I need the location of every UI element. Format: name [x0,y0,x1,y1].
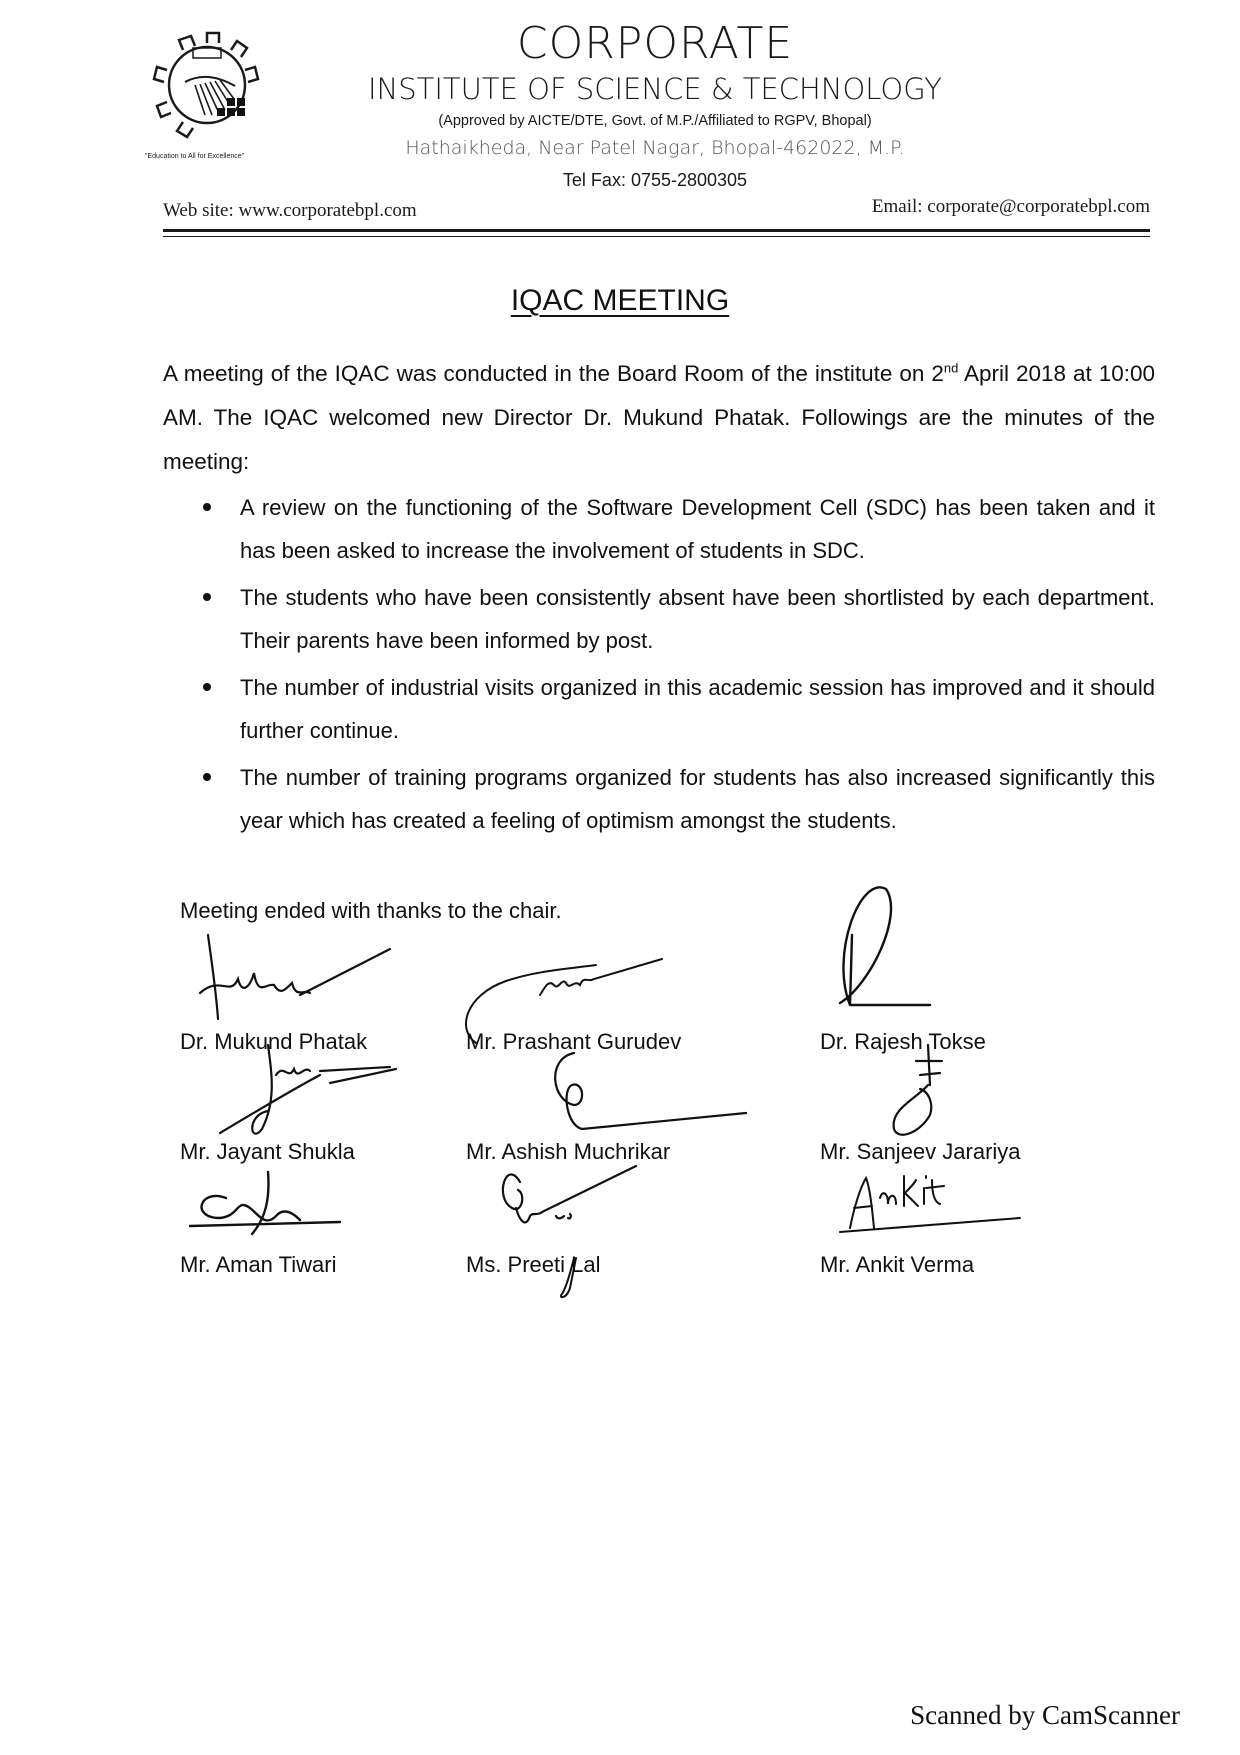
email-line: Email: corporate@corporatebpl.com [871,196,1150,217]
document-title: IQAC MEETING [510,284,730,317]
scanner-watermark: Scanned by CamScanner [910,1700,1180,1730]
signatory-name: Mr. Ashish Muchrikar [466,1139,671,1164]
letterhead-divider-thin [163,236,1150,237]
organization-subtitle: INSTITUTE OF SCIENCE & TECHNOLOGY [368,72,942,106]
signature-icon [466,1158,726,1308]
signature-block-jarariya [820,1045,1080,1165]
minutes-list [203,486,1155,846]
list-item-text: The number of training programs organized for students has also increased significantly this year which has created a feeling of optimism amongst the students. [240,765,1155,833]
signature-block-muchrikar [466,1045,726,1165]
institute-logo [145,30,290,160]
bullet-icon [203,683,211,691]
letterhead-divider-thick [163,229,1150,232]
signatory-name: Ms. Preeti Lal [466,1252,601,1277]
address-line: Hathaikheda, Near Patel Nagar, Bhopal-462022, M.P. [405,137,905,159]
signature-block-phatak [180,935,440,1055]
list-item-text: A review on the functioning of the Software Development Cell (SDC) has been taken and it has been asked to increase the involvement of students in SDC. [240,495,1155,563]
intro-text-end: April 2018 at 10:00 AM. The IQAC welcomed new Director Dr. Mukund Phatak. Followings are the minutes of the meeting: [163,361,1155,474]
signature-block-tiwari [180,1158,440,1278]
organization-name: CORPORATE [516,18,794,69]
signature-block-tokse [820,875,1080,1055]
list-item [203,756,1155,842]
signatory-name: Dr. Rajesh Tokse [820,1029,986,1054]
signature-icon [820,875,1080,1055]
website-line: Web site: www.corporatebpl.com [163,200,417,221]
list-item-text: The students who have been consistently absent have been shortlisted by each department. Their parents have been informed by post. [240,585,1155,653]
signatory-name: Dr. Mukund Phatak [180,1029,368,1054]
bullet-icon [203,593,211,601]
gear-logo-icon [145,30,290,160]
signatory-name: Mr. Aman Tiwari [180,1252,337,1277]
list-item [203,666,1155,752]
approval-line: (Approved by AICTE/DTE, Govt. of M.P./Affiliated to RGPV, Bhopal) [438,113,872,129]
signatory-name: Mr. Sanjeev Jarariya [820,1139,1021,1164]
signature-block-verma [820,1158,1080,1278]
tel-fax-line: Tel Fax: 0755-2800305 [562,170,748,190]
bullet-icon [203,773,211,781]
signatory-name: Mr. Jayant Shukla [180,1139,355,1164]
closing-line: Meeting ended with thanks to the chair. [180,898,562,923]
bullet-icon [203,503,211,511]
list-item [203,486,1155,572]
signature-block-shukla [180,1045,440,1165]
list-item [203,576,1155,662]
date-ordinal-suffix: nd [943,360,959,376]
logo-tagline: "Education to All for Excellence" [145,153,245,160]
signatory-name: Mr. Ankit Verma [820,1252,975,1277]
signature-block-gurudev [466,935,726,1055]
signature-block-lal [466,1158,726,1308]
list-item-text: The number of industrial visits organized in this academic session has improved and it should further continue. [240,675,1155,743]
intro-text-start: A meeting of the IQAC was conducted in the Board Room of the institute on 2 [163,361,944,386]
intro-paragraph [163,352,1155,484]
signatory-name: Mr. Prashant Gurudev [466,1029,682,1054]
